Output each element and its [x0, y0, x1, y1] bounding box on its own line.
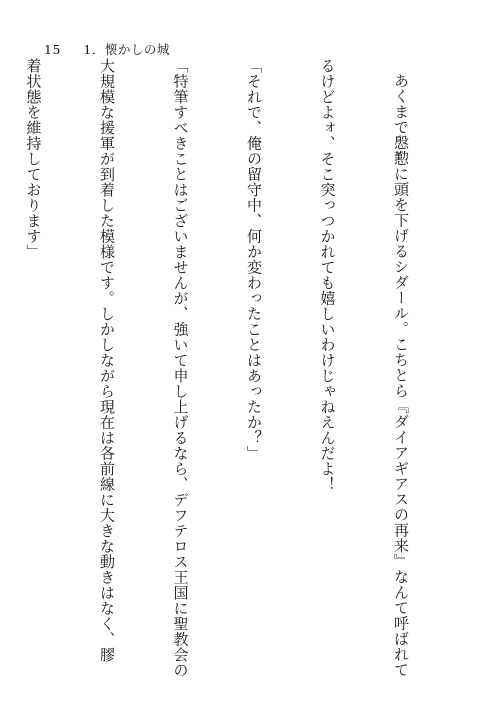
running-header [44, 40, 170, 58]
text-line: あくまで慇懃に頭を下げるシダール。こちとら『ダイアギアスの再来』なんて呼ばれて [392, 73, 410, 678]
page-number: 15 [44, 42, 61, 57]
vertical-body-text [0, 58, 462, 678]
text-line: 「特筆すべきことはございませんが、強いて申し上げるなら、デフテロス王国に聖教会の [171, 58, 190, 678]
text-line: 大規模な援軍が到着した模様です。しかしながら現在は各前線に大きな動きはなく、膠 [98, 58, 116, 663]
text-line: 着状態を維持しております」 [24, 58, 43, 260]
text-line: るけどよォ、そこ突っつかれても嬉しいわけじゃねえんだよ！ [318, 58, 337, 492]
chapter-title: 1．懐かしの城 [83, 42, 170, 57]
text-line: 「それで、俺の留守中、何か変わったことはあったか？」 [245, 58, 263, 461]
